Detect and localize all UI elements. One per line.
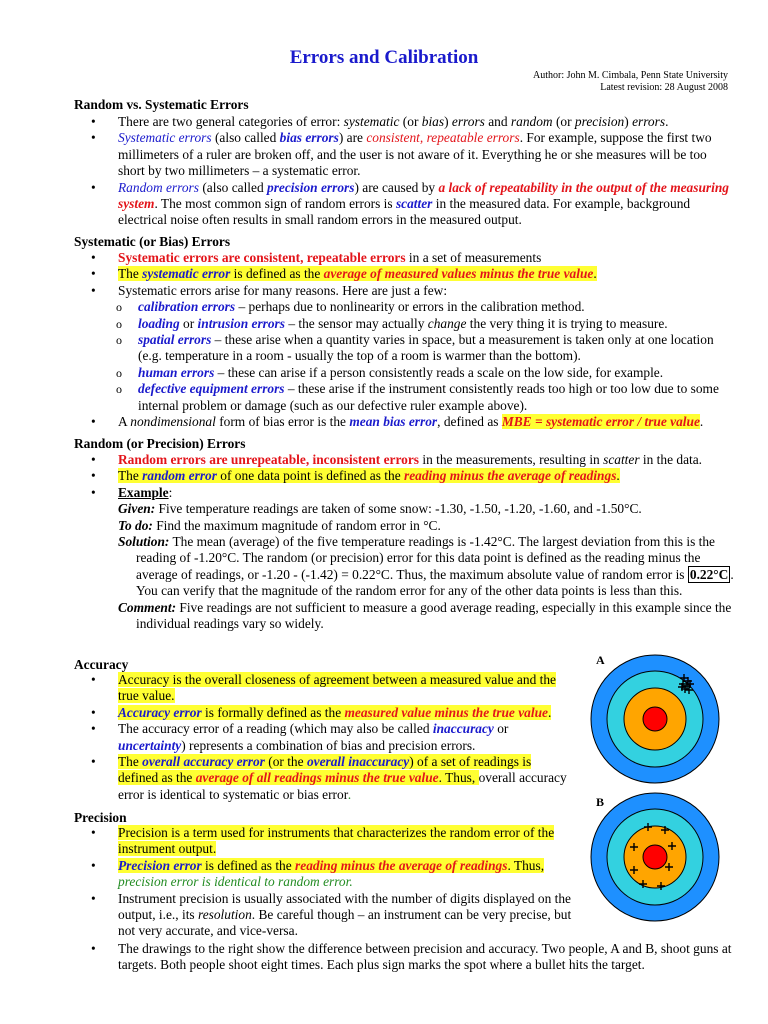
section-list-accuracy <box>74 672 574 803</box>
author-line: Author: John M. Cimbala, Penn State University <box>533 70 728 81</box>
list-item: • Accuracy error is formally defined as the measured value minus the true value. <box>74 705 574 721</box>
list-item: • Accuracy is the overall closeness of agreement between a measured value and the true value. <box>74 672 574 705</box>
section-list-random-errors <box>74 452 734 632</box>
list-item: • The overall accuracy error (or the overall inaccuracy) of a set of readings is defined as the average of all readings minus the true value. Thus, overall accuracy error is identical to systematic or bias error. <box>74 754 574 803</box>
list-item: o human errors – these can arise if a person consistently reads a scale on the low side, for example. <box>74 365 734 381</box>
list-item: o defective equipment errors – these arise if the instrument consistently reads too high or too low due to some internal problem or damage (such as our defective ruler example above). <box>74 381 734 414</box>
target-b-label: B <box>596 795 605 809</box>
list-item: • Instrument precision is usually associated with the number of digits displayed on the output, i.e., its resolution. Be careful though – an instrument can be very precise, but not very accurate, and vice-versa. <box>74 891 574 940</box>
list-item: Solution: The mean (average) of the five temperature readings is -1.42°C. The largest deviation from this is the reading of -1.20°C. The random (or precision) error for this data point is defined as the reading minus the average of readings, or -1.20 - (-1.42) = 0.22°C. Thus, the maximum absolute value of random error is 0.22°C . You can verify that the magnitude of the random error for any of the other data points is less than this. <box>118 534 734 599</box>
section-list-random-vs-systematic <box>74 114 734 229</box>
author-block <box>533 70 728 93</box>
list-item: • Random errors are unrepeatable, inconsistent errors in the measurements, resulting in scatter in the data. <box>74 452 734 468</box>
list-item: o calibration errors – perhaps due to nonlinearity or errors in the calibration method. <box>74 299 734 315</box>
list-item: • There are two general categories of error: systematic (or bias) errors and random (or precision) errors. <box>74 114 734 130</box>
target-b <box>588 790 722 924</box>
list-item: Comment: Five readings are not sufficient to measure a good average reading, especially in this example since the individual readings vary so widely. <box>118 599 732 632</box>
list-item: To do: Find the maximum magnitude of random error in °C. <box>118 517 441 533</box>
section-heading-random-vs-systematic: Random vs. Systematic Errors <box>74 97 249 112</box>
section-heading-random-errors: Random (or Precision) Errors <box>74 436 246 451</box>
list-item: • Random errors (also called precision errors) are caused by a lack of repeatability in the output of the measuring system. The most common sign of random errors is scatter in the measured data. For example, background electrical noise often results in small random errors in the measured output. <box>74 180 734 229</box>
section-heading-accuracy: Accuracy <box>74 657 129 672</box>
list-item: • Systematic errors arise for many reasons. Here are just a few: <box>74 283 734 299</box>
list-item: • The systematic error is defined as the average of measured values minus the true value. <box>74 266 734 282</box>
list-item: • The accuracy error of a reading (which may also be called inaccuracy or uncertainty) represents a combination of bias and precision errors. <box>74 721 574 754</box>
list-item: • A nondimensional form of bias error is the mean bias error, defined as MBE = systematic error / true value. <box>74 414 734 430</box>
revision-line: Latest revision: 28 August 2008 <box>600 81 728 93</box>
list-item: • The drawings to the right show the difference between precision and accuracy. Two people, A and B, shoot guns at targets. Both people shoot eight times. Each plus sign marks the spot where a bullet hits the target. <box>74 941 734 974</box>
section-list-precision <box>74 825 574 940</box>
list-item: • Precision error is defined as the reading minus the average of readings. Thus, precision error is identical to random error. <box>74 858 574 891</box>
section-list-systematic-errors <box>74 250 734 430</box>
list-item: • Example: <box>74 485 734 501</box>
list-item: • The random error of one data point is defined as the reading minus the average of readings. <box>74 468 734 484</box>
section-heading-systematic-errors: Systematic (or Bias) Errors <box>74 234 231 249</box>
target-a <box>588 652 722 786</box>
boxed-answer: 0.22°C <box>689 566 729 582</box>
list-item: • Systematic errors (also called bias errors) are consistent, repeatable errors. For example, suppose the first two millimeters of a ruler are broken off, and the user is not aware of it. Everything he or she measures will be too short by two millimeters – a systematic error. <box>74 130 734 179</box>
list-item: o spatial errors – these arise when a quantity varies in space, but a measurement is taken only at one location (e.g. temperature in a room - usually the top of a room is warmer than the bottom). <box>74 332 734 365</box>
list-item: Given: Five temperature readings are taken of some snow: -1.30, -1.50, -1.20, -1.60, and -1.50°C. <box>118 501 642 517</box>
target-a-label: A <box>596 653 605 667</box>
page-title: Errors and Calibration <box>289 47 479 68</box>
section-list-precision-final <box>74 941 734 974</box>
list-item: o loading or intrusion errors – the sensor may actually change the very thing it is trying to measure. <box>74 316 734 332</box>
section-heading-precision: Precision <box>74 810 127 825</box>
list-item: • Precision is a term used for instruments that characterizes the random error of the instrument output. <box>74 825 574 858</box>
list-item: • Systematic errors are consistent, repeatable errors in a set of measurements <box>74 250 734 266</box>
